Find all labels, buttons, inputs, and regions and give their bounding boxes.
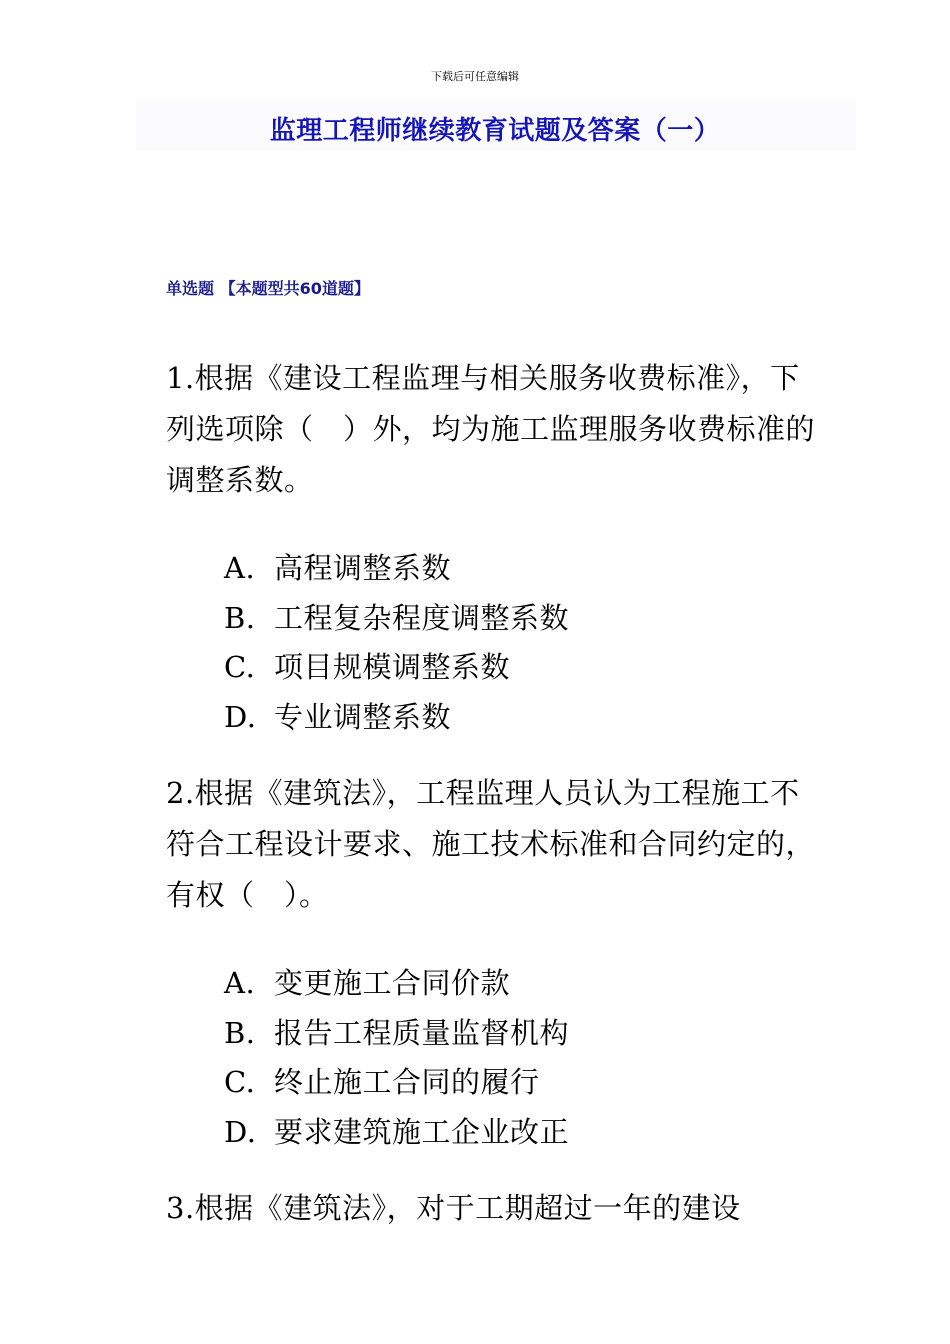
question-number: 2. — [166, 776, 195, 810]
option-text: 专业调整系数 — [274, 699, 452, 734]
option-c[interactable] — [224, 1058, 569, 1108]
option-text: 终止施工合同的履行 — [274, 1065, 540, 1099]
page-header-note: 下载后可任意编辑 — [431, 70, 519, 83]
option-letter: D. — [224, 699, 257, 734]
question-1-options — [224, 544, 569, 742]
option-b[interactable] — [224, 1009, 569, 1059]
question-3 — [166, 1183, 816, 1234]
option-letter: B. — [224, 1015, 256, 1050]
question-number: 1. — [166, 361, 195, 395]
question-2-options — [224, 959, 569, 1157]
question-text: 根据《建筑法》，对于工期超过一年的建设 — [194, 1191, 741, 1225]
option-text: 变更施工合同价款 — [274, 966, 511, 1000]
option-b[interactable] — [224, 594, 569, 644]
option-d[interactable] — [224, 693, 569, 743]
option-text: 要求建筑施工企业改正 — [274, 1114, 570, 1149]
option-letter: A. — [224, 966, 256, 1000]
option-letter: A. — [224, 551, 256, 585]
section-heading: 单选题 【本题型共60道题】 — [166, 279, 370, 298]
option-letter: C. — [224, 650, 256, 684]
option-text: 报告工程质量监督机构 — [274, 1015, 570, 1050]
question-number: 3. — [166, 1191, 195, 1225]
question-2 — [166, 768, 816, 921]
option-a[interactable] — [224, 544, 569, 594]
document-title: 监理工程师继续教育试题及答案（一） — [269, 116, 721, 146]
question-1 — [166, 353, 816, 506]
option-d[interactable] — [224, 1108, 569, 1158]
option-letter: B. — [224, 600, 256, 635]
question-text: 根据《建设工程监理与相关服务收费标准》，下列选项除（ ）外，均为施工监理服务收费标准的调整系数。 — [166, 361, 816, 497]
option-a[interactable] — [224, 959, 569, 1009]
option-c[interactable] — [224, 643, 569, 693]
question-text: 根据《建筑法》，工程监理人员认为工程施工不符合工程设计要求、施工技术标准和合同约定的，有权（ ）。 — [166, 776, 816, 912]
option-letter: C. — [224, 1065, 256, 1099]
option-text: 工程复杂程度调整系数 — [274, 600, 570, 635]
option-letter: D. — [224, 1114, 257, 1149]
option-text: 项目规模调整系数 — [274, 650, 511, 684]
option-text: 高程调整系数 — [274, 551, 452, 585]
